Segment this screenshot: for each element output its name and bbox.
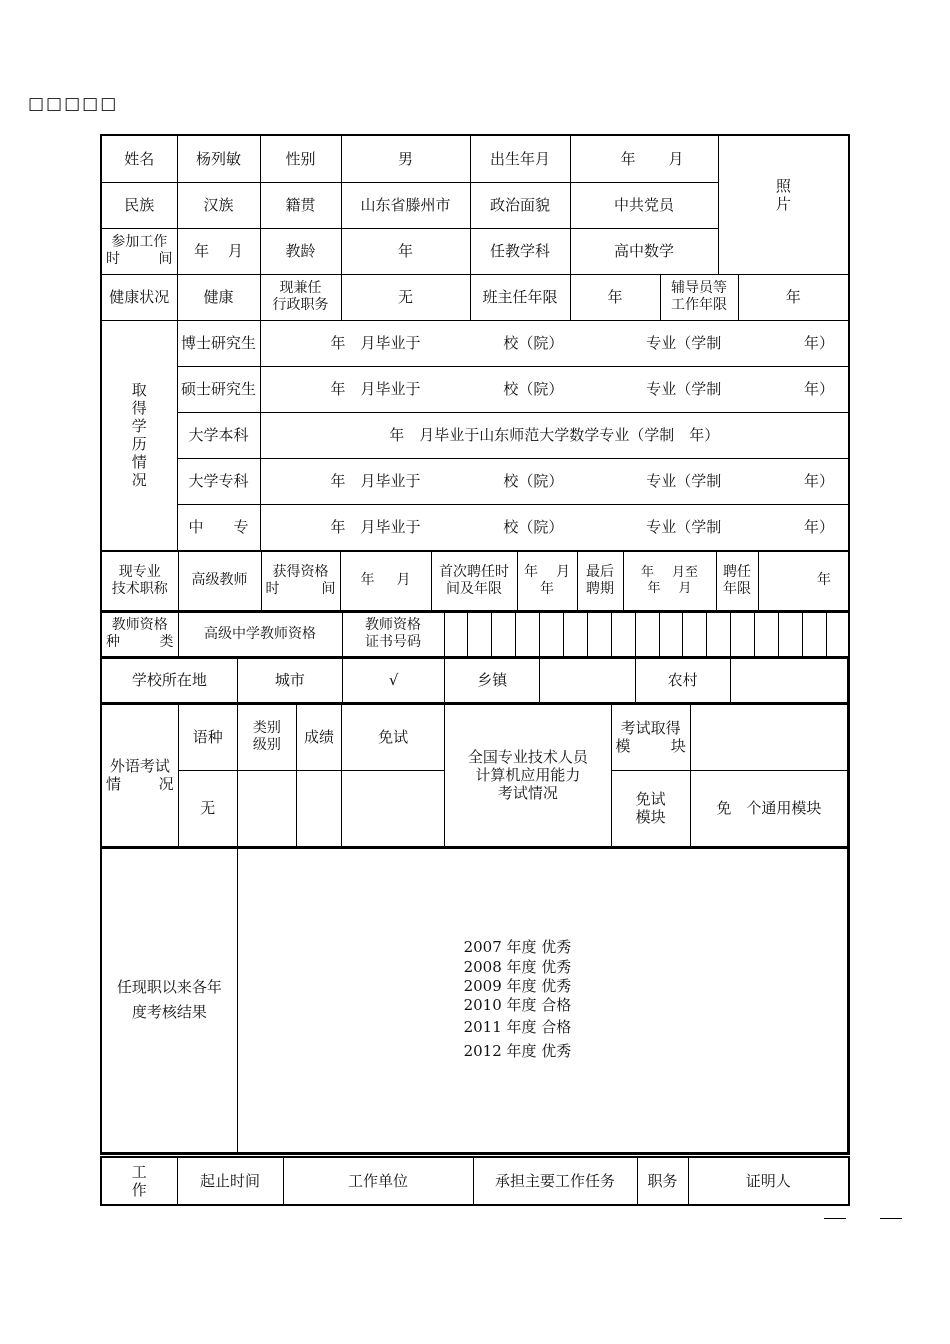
admin-value[interactable]: 无 [341,274,470,320]
row-edu-master [101,366,849,412]
cert-digit-box[interactable] [755,612,779,656]
cert-type-label-1: 教师资格 [111,617,168,634]
qual-month: 月 [396,572,411,589]
cert-digit-box[interactable] [731,612,755,656]
admin-label-1: 现兼任 [279,280,322,297]
headteacher-value[interactable]: 年 [570,274,660,320]
term-value[interactable] [758,551,849,610]
prof-title-label [102,551,178,610]
term-label-1: 聘任 [723,563,751,580]
education-label-char: 学 [131,417,147,435]
sex-value[interactable]: 男 [341,135,470,182]
cert-type-label [102,612,178,656]
work-history-table [100,1156,850,1206]
exam-module-label [611,704,690,770]
photo-label-1: 照 [775,176,791,195]
exempt-module-value[interactable]: 免 个通用模块 [690,770,847,846]
edu-school: 校（院） [503,334,564,352]
edu-graduated: 年 月毕业于 [330,472,421,490]
lang-exam-label-1: 外语考试 [109,757,170,775]
term-label-2: 年限 [723,580,751,597]
edu-graduated: 年 月毕业于 [330,380,421,398]
prof-title-label-2: 技术职称 [111,580,168,597]
lang-exam-label-2b: 况 [158,775,174,793]
name-value[interactable]: 杨列敏 [177,135,260,182]
review-result-item: 2011 年度 合格 [463,1018,572,1037]
photo-label-2: 片 [775,194,791,213]
row-edu-college [101,458,849,504]
lang-type-label: 语种 [178,704,237,770]
cert-digit-box[interactable] [778,612,802,656]
first-hire-value[interactable] [517,551,577,610]
row-school-location [101,657,849,703]
qual-time-label-2a: 时 [265,580,280,597]
annual-review-row [101,847,849,1154]
language-exam-row [101,703,849,847]
annual-review-label [102,848,237,1152]
edu-years: 年） [804,380,835,398]
last-term-label-1: 最后 [586,563,614,580]
last-term-month-2: 月 [678,580,692,596]
edu-major: 专业（学制 [646,472,722,490]
row-professional-title [101,550,849,611]
first-hire-years: 年 [540,580,554,597]
political-value[interactable]: 中共党员 [570,182,718,228]
computer-exam-label-2: 计算机应用能力 [475,766,581,784]
lang-score-label: 成绩 [296,704,341,770]
lang-type-value[interactable]: 无 [178,770,237,846]
col-witness: 证明人 [688,1157,849,1205]
work-start-month: 月 [227,242,243,260]
cert-digit-box[interactable] [587,612,611,656]
review-result-item: 2009 年度 优秀 [463,976,572,995]
photo-box[interactable] [718,135,849,274]
first-hire-label [431,551,517,610]
cert-digit-box[interactable] [492,612,516,656]
education-label [101,320,177,550]
cert-type-value[interactable]: 高级中学教师资格 [178,612,342,656]
edu-graduated: 年 月毕业于 [330,518,421,536]
edu-school: 校（院） [503,518,564,536]
work-history-label-1: 工 [131,1163,147,1181]
cert-number-label [342,612,444,656]
counselor-value[interactable]: 年 [738,274,849,320]
teach-age-value[interactable]: 年 [341,228,470,274]
col-period: 起止时间 [177,1157,283,1205]
row-annual-review [101,847,849,1154]
work-start-year: 年 [194,242,210,260]
town-checkbox[interactable] [540,658,635,702]
lang-category-label [237,704,296,770]
education-label-char: 情 [131,453,147,471]
lang-category-label-1: 类别 [252,720,281,737]
native-value[interactable]: 山东省滕州市 [341,182,470,228]
admin-label [260,274,341,320]
health-label: 健康状况 [101,274,177,320]
first-hire-label-1: 首次聘任时 [439,563,509,580]
cert-digit-box[interactable] [707,612,731,656]
name-label: 姓名 [101,135,177,182]
teacher-application-form [100,134,850,1155]
last-term-month-1: 月至 [672,564,699,580]
prof-title-value[interactable]: 高级教师 [178,551,261,610]
cert-digit-box[interactable] [444,612,468,656]
exam-module-value[interactable] [690,704,847,770]
city-checkbox[interactable]: √ [343,658,445,702]
edu-years: 年） [804,518,835,536]
cert-digit-box[interactable] [540,612,564,656]
education-label-char: 取 [131,381,147,399]
cert-digit-box[interactable] [826,612,849,656]
qual-time-value[interactable] [340,551,431,610]
exam-module-label-1: 考试取得 [620,719,681,737]
birth-year: 年 [620,149,636,168]
edu-level-bachelor: 大学本科 [177,412,260,458]
annual-review-label-2: 度考核结果 [131,1003,207,1021]
first-hire-year: 年 [524,563,538,580]
lang-exempt-value[interactable] [342,770,445,846]
sex-label: 性别 [260,135,341,182]
qual-year: 年 [360,572,375,589]
work-start-label [101,228,177,274]
edu-detail-doctor[interactable] [260,320,849,366]
cert-digit-box[interactable] [659,612,683,656]
subject-value[interactable]: 高中数学 [570,228,718,274]
lang-category-value[interactable] [237,770,296,846]
edu-school: 校（院） [503,472,564,490]
row-name [101,135,849,182]
lang-exempt-label: 免试 [342,704,445,770]
review-result-item: 2012 年度 优秀 [463,1042,572,1061]
edu-major: 专业（学制 [646,334,722,352]
teach-age-label: 教龄 [260,228,341,274]
edu-major: 专业（学制 [646,518,722,536]
col-main-task: 承担主要工作任务 [473,1157,637,1205]
edu-years: 年） [804,472,835,490]
exempt-module-label-2: 模块 [635,808,666,826]
city-label: 城市 [237,658,342,702]
exam-module-label-2b: 块 [670,737,686,755]
edu-school: 校（院） [503,380,564,398]
birth-label: 出生年月 [470,135,570,182]
edu-detail-master[interactable] [260,366,849,412]
cert-digit-box[interactable] [802,612,826,656]
professional-title-row [101,550,849,611]
ethnic-label: 民族 [101,182,177,228]
last-term-label [577,551,623,610]
counselor-label-1: 辅导员等 [671,280,728,297]
row-edu-secondary [101,504,849,550]
computer-exam-label [445,704,611,846]
col-post: 职务 [637,1157,688,1205]
rural-label: 农村 [635,658,730,702]
edu-level-doctor: 博士研究生 [177,320,260,366]
education-label-char: 况 [131,471,147,489]
lang-exam-label-2a: 情 [106,775,122,793]
row-language [101,703,849,847]
native-label: 籍贯 [260,182,341,228]
last-term-year-1: 年 [640,564,654,580]
admin-label-2: 行政职务 [272,297,329,313]
work-start-label-1: 参加工作 [111,234,168,251]
cert-type-label-2b: 类 [159,634,174,650]
cert-digit-box[interactable] [611,612,635,656]
first-hire-month: 月 [556,563,570,580]
edu-years: 年） [804,334,835,352]
health-value[interactable]: 健康 [177,274,260,320]
review-result-item: 2010 年度 合格 [463,996,572,1014]
row-health [101,274,849,320]
page-dash-right [880,1218,902,1219]
qual-time-label-2b: 间 [321,580,336,597]
last-term-year-2: 年 [647,580,661,596]
headteacher-label: 班主任年限 [470,274,570,320]
edu-graduated: 年 月毕业于 [330,334,421,352]
edu-detail-college[interactable] [260,458,849,504]
cert-digit-box[interactable] [635,612,659,656]
col-work-unit: 工作单位 [283,1157,473,1205]
edu-major: 专业（学制 [646,380,722,398]
qual-time-label-1: 获得资格 [272,563,329,580]
work-history-label [101,1157,177,1205]
birth-month: 月 [668,149,684,168]
counselor-label-2: 工作年限 [671,297,728,313]
work-history-label-2: 作 [131,1181,147,1199]
term-label [716,551,758,610]
page-dash-left [824,1218,846,1219]
rural-checkbox[interactable] [730,658,847,702]
exam-module-label-2a: 模 [615,737,631,755]
education-label-char: 得 [131,399,147,417]
cert-number-label-1: 教师资格 [365,617,421,634]
review-result-item: 2008 年度 优秀 [463,957,572,976]
cert-type-label-2a: 种 [106,634,120,650]
computer-exam-label-1: 全国专业技术人员 [467,748,588,766]
work-start-label-2b: 间 [158,251,173,267]
lang-exam-label [102,704,178,846]
cert-number-label-2: 证书号码 [365,634,421,650]
lang-category-label-2: 级别 [252,737,281,753]
birth-value[interactable] [570,135,718,182]
school-location-label: 学校所在地 [102,658,237,702]
education-label-char: 历 [131,435,147,453]
row-certificate [101,611,849,657]
exempt-module-label [611,770,690,846]
counselor-label [660,274,738,320]
computer-exam-label-3: 考试情况 [497,784,558,802]
school-location-row [101,657,849,703]
edu-detail-secondary[interactable] [260,504,849,550]
edu-level-college: 大学专科 [177,458,260,504]
exempt-module-label-1: 免试 [635,790,666,808]
political-label: 政治面貌 [470,182,570,228]
cert-digit-box[interactable] [563,612,587,656]
term-years: 年 [817,572,831,589]
first-hire-label-2: 间及年限 [446,580,502,597]
work-start-value[interactable] [177,228,260,274]
edu-level-master: 硕士研究生 [177,366,260,412]
qual-time-label [261,551,340,610]
row-edu-bachelor [101,412,849,458]
cert-digit-box[interactable] [468,612,492,656]
document-header: □□□□□ [28,94,119,114]
cert-digit-box[interactable] [516,612,540,656]
row-edu-doctor [101,320,849,366]
annual-review-results[interactable] [237,848,847,1152]
prof-title-label-1: 现专业 [118,563,161,580]
edu-detail-bachelor[interactable]: 年 月毕业于山东师范大学数学专业（学制 年） [260,412,849,458]
annual-review-label-1: 任现职以来各年 [116,977,222,996]
subject-label: 任教学科 [470,228,570,274]
ethnic-value[interactable]: 汉族 [177,182,260,228]
cert-digit-box[interactable] [683,612,707,656]
work-start-label-2a: 时 [106,251,120,267]
lang-score-value[interactable] [296,770,341,846]
last-term-value[interactable] [623,551,716,610]
certificate-row [101,611,849,657]
last-term-label-2: 聘期 [586,580,614,597]
review-result-item: 2007 年度 优秀 [463,938,572,957]
town-label: 乡镇 [445,658,540,702]
edu-level-secondary: 中 专 [177,504,260,550]
